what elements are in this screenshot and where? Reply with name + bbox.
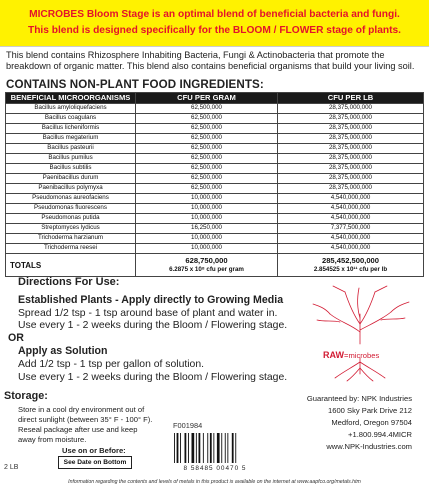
table-row [6, 174, 424, 184]
table-row [6, 124, 424, 134]
table-header-row [6, 93, 424, 104]
directions-or: OR [8, 332, 24, 344]
barcode [172, 433, 256, 465]
cfu-gram-cell: 62,500,000 [136, 154, 278, 164]
ingredients-table [5, 92, 424, 277]
barcode-bar [192, 433, 195, 463]
barcode-bar [185, 433, 187, 463]
header-organisms: BENEFICIAL MICROORGANISMS [6, 93, 136, 104]
banner-line-2: This blend is designed specifically for the BLOOM / FLOWER stage of plants. [27, 25, 402, 36]
barcode-bar [225, 433, 226, 463]
barcode-bar [180, 433, 181, 463]
table-row [6, 234, 424, 244]
raw-microbes-logo [305, 284, 415, 382]
cfu-lb-cell: 28,375,000,000 [278, 164, 424, 174]
use-by-box: See Date on Bottom [58, 456, 132, 469]
organism-cell: Bacillus subtilis [6, 164, 136, 174]
organism-cell: Pseudomonas fluorescens [6, 204, 136, 214]
header-banner [0, 0, 429, 47]
cfu-lb-cell: 28,375,000,000 [278, 124, 424, 134]
table-row [6, 194, 424, 204]
barcode-bar [196, 433, 197, 463]
table-row [6, 144, 424, 154]
organism-cell: Bacillus pasteurii [6, 144, 136, 154]
cfu-lb-cell: 28,375,000,000 [278, 174, 424, 184]
directions-solution: Apply as Solution [18, 345, 108, 357]
ingredients-title: CONTAINS NON-PLANT FOOD INGREDIENTS: [6, 78, 264, 91]
barcode-bar [203, 433, 204, 463]
cfu-gram-cell: 62,500,000 [136, 164, 278, 174]
barcode-number: 8 58485 00470 5 [183, 465, 247, 472]
barcode-bar [177, 433, 179, 463]
table-row [6, 134, 424, 144]
guarantee-line-2: 1600 Sky Park Drive 212 [328, 406, 412, 415]
storage-line-3: Reseal package after use and keep [18, 425, 138, 434]
table-row [6, 184, 424, 194]
cfu-gram-cell: 10,000,000 [136, 234, 278, 244]
cfu-lb-cell: 4,540,000,000 [278, 214, 424, 224]
directions-add: Add 1/2 tsp - 1 tsp per gallon of solution. [18, 359, 204, 370]
organism-cell: Trichoderma harzianum [6, 234, 136, 244]
cfu-gram-cell: 16,250,000 [136, 224, 278, 234]
barcode-bar [199, 433, 201, 463]
directions-title: Directions For Use: [18, 276, 120, 288]
header-cfu-lb: CFU PER LB [278, 93, 424, 104]
table-row [6, 114, 424, 124]
table-row [6, 154, 424, 164]
barcode-bar [227, 433, 228, 463]
barcode-bar [232, 433, 234, 463]
organism-cell: Pseudomonas putida [6, 214, 136, 224]
organism-cell: Trichoderma reesei [6, 244, 136, 254]
totals-lb-value: 285,452,500,000 [321, 256, 379, 265]
cfu-gram-cell: 62,500,000 [136, 184, 278, 194]
totals-lb [278, 254, 424, 277]
organism-cell: Bacillus pumilus [6, 154, 136, 164]
table-row [6, 104, 424, 114]
barcode-bar [207, 433, 208, 463]
directions-use-1: Use every 1 - 2 weeks during the Bloom / Flowering stage. [18, 320, 288, 331]
banner-line-1: MICROBES Bloom Stage is an optimal blend of beneficial bacteria and fungi. [29, 9, 400, 20]
cfu-lb-cell: 7,377,500,000 [278, 224, 424, 234]
cfu-gram-cell: 10,000,000 [136, 204, 278, 214]
barcode-bar [235, 433, 236, 463]
storage-line-2: direct sunlight (between 35° F - 100° F). [18, 415, 153, 424]
directions-spread: Spread 1/2 tsp - 1 tsp around base of plant and water in. [18, 308, 278, 319]
directions-established: Established Plants - Apply directly to Growing Media [18, 294, 284, 306]
cfu-lb-cell: 4,540,000,000 [278, 234, 424, 244]
cfu-gram-cell: 62,500,000 [136, 114, 278, 124]
intro-line-1: This blend contains Rhizosphere Inhabiting Bacteria, Fungi & Actinobacteria that promote the [6, 50, 385, 60]
barcode-bar [217, 433, 220, 463]
raw-logo-text: RAW=microbes [323, 350, 380, 360]
cfu-lb-cell: 28,375,000,000 [278, 184, 424, 194]
totals-row [6, 254, 424, 277]
intro-line-2: breakdown of organic matter. This blend also contains beneficial organisms that build your living soil. [6, 61, 415, 71]
organism-cell: Bacillus licheniformis [6, 124, 136, 134]
cfu-lb-cell: 4,540,000,000 [278, 194, 424, 204]
cfu-gram-cell: 10,000,000 [136, 214, 278, 224]
cfu-lb-cell: 28,375,000,000 [278, 104, 424, 114]
directions-use-2: Use every 1 - 2 weeks during the Bloom / Flowering stage. [18, 372, 288, 383]
organism-cell: Paenibacillus durum [6, 174, 136, 184]
guarantee-line-1: Guaranteed by: NPK Industries [306, 394, 412, 403]
raw-logo-word: RAW [323, 350, 344, 360]
cfu-lb-cell: 28,375,000,000 [278, 114, 424, 124]
cfu-gram-cell: 62,500,000 [136, 134, 278, 144]
raw-logo-suffix: microbes [348, 351, 380, 360]
cfu-lb-cell: 28,375,000,000 [278, 154, 424, 164]
totals-gram [136, 254, 278, 277]
totals-lb-sub: 2.854525 x 10¹¹ cfu per lb [313, 266, 388, 273]
header-cfu-gram: CFU PER GRAM [136, 93, 278, 104]
cfu-gram-cell: 10,000,000 [136, 244, 278, 254]
organism-cell: Bacillus coagulans [6, 114, 136, 124]
table-row [6, 164, 424, 174]
storage-line-4: away from moisture. [18, 435, 87, 444]
table-row [6, 204, 424, 214]
organism-cell: Pseudomonas aureofaciens [6, 194, 136, 204]
guarantee-line-3: Medford, Oregon 97504 [331, 418, 412, 427]
barcode-bar [210, 433, 212, 463]
guarantee-line-5: www.NPK-Industries.com [326, 442, 412, 451]
cfu-lb-cell: 4,540,000,000 [278, 244, 424, 254]
cfu-lb-cell: 28,375,000,000 [278, 134, 424, 144]
barcode-bar [221, 433, 222, 463]
barcode-bar [188, 433, 189, 463]
table-row [6, 244, 424, 254]
storage-title: Storage: [4, 390, 48, 402]
barcode-bar [213, 433, 214, 463]
guarantee-line-4: +1.800.994.4MICR [348, 430, 412, 439]
table-row [6, 214, 424, 224]
totals-label: TOTALS [6, 254, 136, 277]
cfu-gram-cell: 62,500,000 [136, 104, 278, 114]
organism-cell: Bacillus megaterium [6, 134, 136, 144]
organism-cell: Bacillus amyloliquefaciens [6, 104, 136, 114]
lot-number: F001984 [173, 421, 203, 430]
storage-line-1: Store in a cool dry environment out of [18, 405, 145, 414]
totals-gram-sub: 6.2875 x 10⁸ cfu per gram [169, 266, 244, 273]
organism-cell: Paenibacillus polymyxa [6, 184, 136, 194]
use-by-title: Use on or Before: [62, 446, 126, 455]
cfu-lb-cell: 4,540,000,000 [278, 204, 424, 214]
barcode-bar [174, 433, 175, 463]
organism-cell: Streptomyces lydicus [6, 224, 136, 234]
net-weight: 2 LB [4, 464, 19, 471]
table-row [6, 224, 424, 234]
totals-gram-value: 628,750,000 [185, 256, 228, 265]
cfu-gram-cell: 62,500,000 [136, 174, 278, 184]
cfu-gram-cell: 10,000,000 [136, 194, 278, 204]
footer-disclaimer: Information regarding the contents and levels of metals in this product is available on the internet at www.aapfco.org/metals.htm [68, 479, 361, 485]
cfu-gram-cell: 62,500,000 [136, 124, 278, 134]
cfu-lb-cell: 28,375,000,000 [278, 144, 424, 154]
cfu-gram-cell: 62,500,000 [136, 144, 278, 154]
